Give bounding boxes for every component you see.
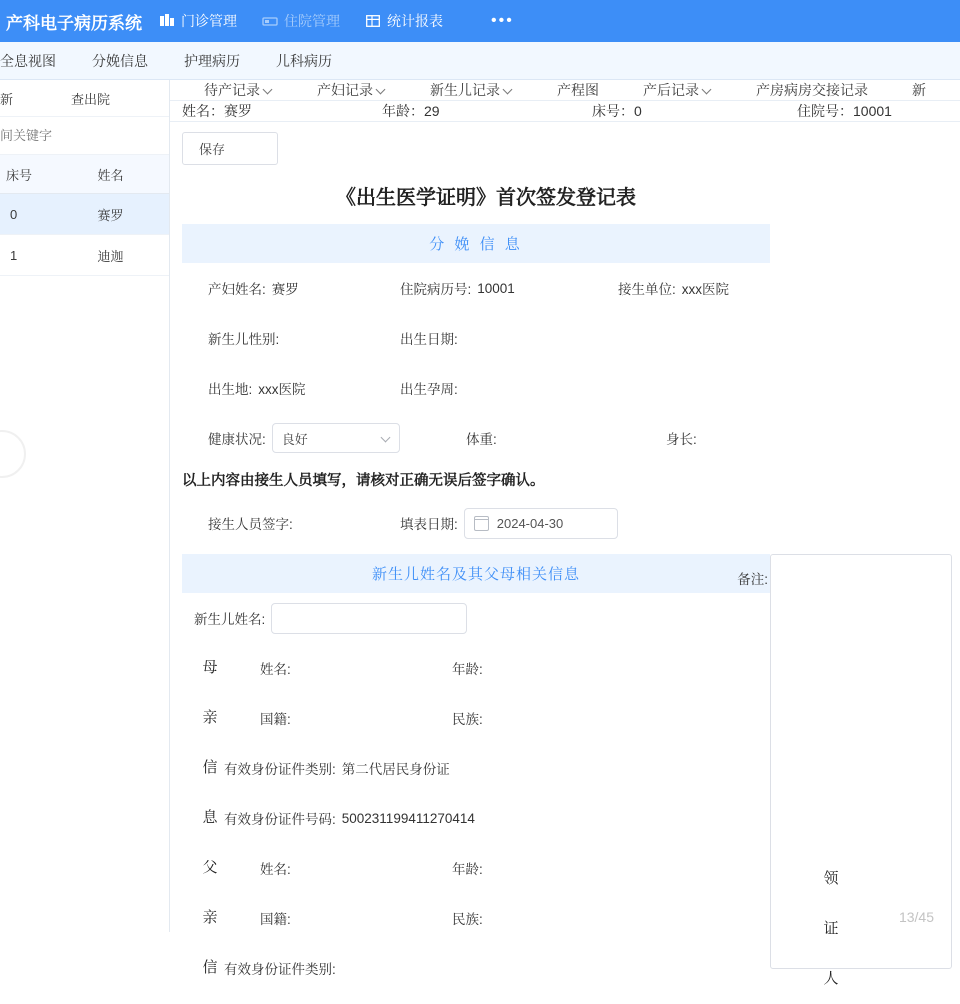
section-delivery-info-header: 分 娩 信 息 [182, 224, 770, 263]
tab-delivery-info[interactable]: 分娩信息 [92, 52, 148, 69]
field-mother-ethnicity-label: 民族: [452, 712, 483, 727]
remark-textarea[interactable] [770, 554, 952, 969]
patient-name-field [182, 101, 382, 121]
field-father-fullname-label: 姓名: [260, 862, 291, 877]
main-area [0, 80, 960, 987]
field-mother-name [182, 278, 400, 298]
field-father-id-type-label: 有效身份证件类别: [224, 962, 336, 977]
tab-pediatric-record[interactable]: 儿科病历 [276, 52, 332, 69]
patient-row-bed: 1 [10, 247, 18, 263]
patient-hospital-no-label: 住院号： [797, 103, 853, 119]
chevron-down-icon [382, 434, 390, 442]
field-father-nationality-label: 国籍: [260, 912, 291, 927]
field-mother-nationality-label: 国籍: [260, 712, 291, 727]
field-birth-place-value: xxx医院 [258, 382, 306, 397]
tab-newborn-record[interactable] [408, 80, 535, 100]
field-birth-place-label: 出生地: [208, 382, 253, 397]
tab-handover-record-label: 产房病房交接记录 [756, 82, 868, 98]
field-record-no-label: 住院病历号: [400, 282, 472, 297]
query-discharge-button[interactable]: 查出院 [71, 91, 111, 107]
field-weight-label: 体重: [466, 432, 497, 447]
field-father-age-label: 年龄: [452, 862, 483, 877]
tab-holistic-view[interactable]: 全息视图 [0, 52, 56, 69]
patient-list-toolbar [0, 80, 169, 117]
field-height-label: 身长: [666, 432, 697, 447]
top-nav [160, 11, 514, 31]
field-health-status-label: 健康状况: [208, 432, 266, 447]
field-mother-id-no [224, 808, 475, 828]
record-tab-bar [170, 80, 960, 101]
father-label-char-0: 父 [202, 859, 218, 876]
nav-more-button[interactable]: ••• [491, 12, 514, 29]
claimer-label-char-2: 人 [823, 970, 839, 987]
patient-search-input[interactable] [0, 127, 169, 144]
field-fill-date-label: 填表日期: [400, 517, 458, 532]
health-status-select-value: 良好 [281, 431, 308, 447]
field-father-age [442, 858, 489, 878]
nav-item-reports-label: 统计报表 [387, 13, 443, 29]
field-birth-date-label: 出生日期: [400, 332, 458, 347]
tab-new[interactable] [890, 80, 948, 100]
mother-label-char-1: 亲 [202, 709, 218, 726]
field-mother-id-type-label: 有效身份证件类别: [224, 762, 336, 777]
field-weight [400, 428, 618, 448]
field-father-ethnicity [442, 908, 489, 928]
form-row-health-weight-height [182, 413, 950, 463]
field-gestational-week-label: 出生孕周: [400, 382, 458, 397]
field-record-no [400, 278, 618, 298]
column-header-name: 姓名 [97, 167, 124, 183]
field-father-id-type [224, 958, 336, 978]
chevron-down-icon [703, 85, 712, 94]
patient-age-value: 29 [424, 103, 440, 119]
field-father-nationality [224, 908, 442, 928]
field-mother-age [442, 658, 489, 678]
patient-bed-field [592, 101, 797, 121]
tab-maternal-record-label: 产妇记录 [317, 82, 373, 98]
mother-label-char-2: 信 [202, 759, 218, 776]
save-row [170, 122, 960, 171]
patient-list-header [0, 155, 169, 194]
claimer-block-label [820, 854, 842, 1004]
column-header-bed: 床号 [6, 167, 33, 183]
fill-date-input[interactable] [464, 508, 618, 539]
section-parents-header: 新生儿姓名及其父母相关信息 [182, 554, 770, 593]
form-row-signature [182, 500, 950, 546]
birth-certificate-form [170, 171, 960, 993]
patient-bed-label: 床号： [592, 103, 634, 119]
patient-name-value: 赛罗 [224, 103, 252, 119]
patient-row-name: 赛罗 [97, 207, 124, 223]
nav-item-inpatient-label: 住院管理 [284, 13, 340, 29]
sub-tab-bar [0, 42, 960, 80]
field-baby-sex [182, 328, 400, 348]
patient-row-bed: 0 [10, 206, 18, 222]
health-status-select[interactable] [272, 423, 400, 453]
field-baby-name [182, 603, 467, 634]
field-height [618, 428, 838, 448]
page-title: 《出生医学证明》首次签发登记表 [336, 187, 636, 209]
nav-item-outpatient-label: 门诊管理 [181, 13, 237, 29]
tab-postpartum-record-label: 产后记录 [643, 82, 699, 98]
form-row-mother [182, 263, 950, 313]
field-mother-id-no-value[interactable]: 500231199411270414 [341, 810, 475, 826]
tab-prenatal-record-label: 待产记录 [204, 82, 260, 98]
field-baby-sex-label: 新生儿性别: [208, 332, 280, 347]
form-row-birthplace-gestweek [182, 363, 950, 413]
save-button[interactable]: 保存 [182, 132, 278, 165]
patient-row-0[interactable] [0, 194, 169, 235]
form-row-baby-sex-birthdate [182, 313, 950, 363]
field-father-fullname [224, 858, 442, 878]
field-deliver-unit-label: 接生单位: [618, 282, 676, 297]
field-father-ethnicity-label: 民族: [452, 912, 483, 927]
baby-name-input[interactable] [271, 603, 467, 634]
field-mother-age-label: 年龄: [452, 662, 483, 677]
bed-icon [263, 14, 277, 28]
nav-item-inpatient[interactable] [263, 11, 340, 31]
mother-block-label [182, 643, 224, 843]
tab-new-label: 新 [912, 82, 926, 98]
field-mother-nationality [224, 708, 442, 728]
grid-icon [160, 14, 174, 28]
tab-prenatal-record[interactable] [182, 80, 295, 100]
father-label-char-1: 亲 [202, 909, 218, 926]
patient-name-label: 姓名： [182, 103, 224, 119]
field-mother-name-value: 赛罗 [271, 282, 299, 297]
mother-label-char-3: 息 [202, 809, 218, 826]
tab-newborn-record-label: 新生儿记录 [430, 82, 500, 98]
field-gestational-week [400, 378, 618, 398]
new-patient-button[interactable]: 新 [0, 91, 14, 107]
fill-date-value: 2024-04-30 [496, 515, 564, 531]
field-midwife-signature-label: 接生人员签字: [208, 517, 293, 532]
tab-maternal-record[interactable] [295, 80, 408, 100]
field-baby-name-label: 新生儿姓名: [194, 612, 266, 627]
tab-labor-chart-label: 产程图 [557, 82, 599, 98]
field-mother-ethnicity [442, 708, 489, 728]
tab-postpartum-record[interactable] [621, 80, 734, 100]
field-deliver-unit-value: xxx医院 [681, 282, 730, 297]
field-deliver-unit [618, 278, 838, 298]
field-mother-fullname-label: 姓名: [260, 662, 291, 677]
patient-info-bar [170, 101, 960, 122]
tab-nursing-record[interactable]: 护理病历 [184, 52, 240, 69]
app-title: 产科电子病历系统 [6, 13, 142, 33]
field-mother-id-type [224, 758, 450, 778]
claimer-label-char-0: 领 [823, 870, 839, 887]
field-fill-date [400, 508, 618, 539]
patient-list-panel [0, 80, 170, 932]
confirmation-note: 以上内容由接生人员填写，请核对正确无误后签字确认。 [182, 473, 545, 489]
tab-handover-record[interactable] [734, 80, 890, 100]
record-panel [170, 80, 960, 987]
nav-item-reports[interactable] [366, 11, 443, 31]
patient-age-field [382, 101, 592, 121]
section-parents-wrap [182, 554, 950, 993]
father-block-label [182, 843, 224, 993]
field-mother-id-no-label: 有效身份证件号码: [224, 812, 336, 827]
chevron-down-icon [504, 85, 513, 94]
remark-label: 备注: [737, 572, 768, 587]
chevron-down-icon [264, 85, 273, 94]
patient-age-label: 年龄： [382, 103, 424, 119]
page-indicator: 13/45 [898, 909, 934, 925]
father-label-char-2: 信 [202, 959, 218, 976]
calendar-icon [474, 516, 489, 531]
tab-labor-chart[interactable] [535, 80, 621, 100]
field-mother-name-label: 产妇姓名: [208, 282, 266, 297]
patient-row-1[interactable] [0, 235, 169, 276]
table-icon [366, 14, 380, 28]
claimer-label-char-1: 证 [823, 920, 839, 937]
patient-row-name: 迪迦 [97, 248, 124, 264]
patient-search-row [0, 117, 169, 155]
field-birth-place [182, 378, 400, 398]
field-health-status [182, 423, 400, 453]
field-mother-id-type-value[interactable]: 第二代居民身份证 [341, 762, 450, 777]
mother-label-char-0: 母 [202, 659, 218, 676]
nav-item-outpatient[interactable] [160, 11, 237, 31]
patient-hospital-no-value: 10001 [853, 103, 892, 119]
field-midwife-signature [182, 513, 400, 533]
chevron-down-icon [377, 85, 386, 94]
field-birth-date [400, 328, 618, 348]
patient-bed-value: 0 [634, 103, 642, 119]
field-record-no-value: 10001 [477, 280, 515, 296]
field-mother-fullname [224, 658, 442, 678]
top-bar [0, 0, 960, 42]
patient-hospital-no-field [797, 101, 892, 121]
